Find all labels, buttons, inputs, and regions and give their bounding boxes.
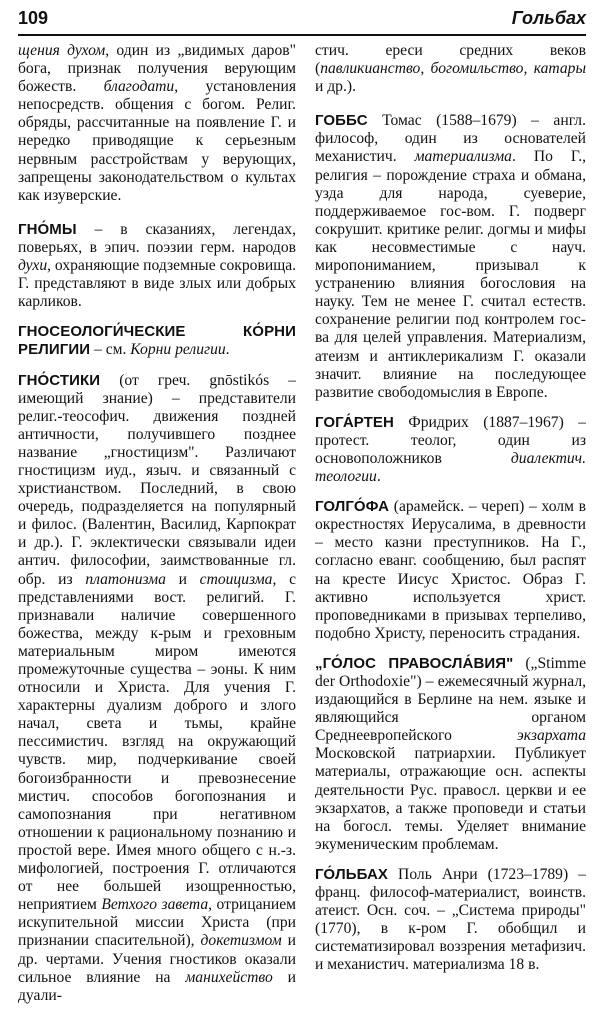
header-rule bbox=[18, 34, 586, 36]
entry-text: Поль Анри (1723–1789) – франц. философ-материалист, воинств. атеист. Осн. соч. – „Система природы" (1770), в к-ром Г. обобщил и систематизировал воззрения метафизич. и механистич. материализма 18 в. bbox=[315, 865, 586, 974]
running-head: Гольбах bbox=[511, 8, 586, 28]
entry-text: и др.). bbox=[315, 78, 356, 96]
entry-text: – в сказаниях, легендах, поверьях, в эпич. поэзии герм. народов bbox=[18, 220, 296, 256]
cross-reference: манихейство bbox=[185, 968, 273, 986]
cross-reference: духи bbox=[18, 257, 48, 275]
entry-text: и др. чертами. Учения гностиков оказали сильное влияние на bbox=[18, 932, 296, 986]
entry-headword: ГО́ЛЬБАХ bbox=[315, 865, 389, 883]
cross-reference: докетизмом bbox=[200, 932, 282, 950]
cross-reference: благодати bbox=[103, 78, 175, 96]
cross-reference: Ветхого завета bbox=[101, 896, 209, 914]
page-number: 109 bbox=[18, 8, 49, 28]
entry-text: Московской патриархии. Публикует материалы, отражающие осн. аспекты деятельности Рус. правосл. церкви и ее экзархатов, а также проповеди и статьи на богосл. темы. Уделяет внимание экуменическим проблемам. bbox=[315, 745, 586, 853]
entry-text: и дуали- bbox=[18, 968, 296, 1004]
cross-reference: стоицизма bbox=[199, 570, 273, 588]
entry-headword: ГНО́МЫ bbox=[18, 220, 77, 238]
entry-gnoseologicheskie-korni bbox=[18, 323, 296, 359]
entry-headword: ГНО́СТИКИ bbox=[18, 371, 101, 389]
entry-headword: ГНОСЕОЛОГИ́ЧЕСКИЕ КО́РНИ РЕЛИГИИ bbox=[18, 323, 296, 359]
entry-text: стич. ереси средних веков ( bbox=[315, 42, 586, 78]
cross-reference: диалектич. теологии bbox=[315, 449, 586, 486]
cross-reference: павликианство, богомильство, катары bbox=[320, 60, 586, 78]
entry-text: (арамейск. – череп) – холм в окрестностях Иерусалима, в древности – место казни преступников. На Г., согласно еванг. сообщению, был распят на кресте Иисус Христос. Образ Г. активно используется христ. проповедниками в призывах терпеливо, подобно Христу, переносить страдания. bbox=[315, 498, 586, 642]
entry-text: . bbox=[225, 341, 230, 359]
entry-text: и bbox=[165, 570, 200, 588]
entry-golgofa bbox=[315, 498, 586, 643]
right-column bbox=[315, 42, 586, 1014]
entry-headword: ГОЛГО́ФА bbox=[315, 498, 390, 516]
entry-headword: ГОГА́РТЕН bbox=[315, 413, 394, 431]
entry-text: (от греч. gnōstikós – имеющий знание) – представители религ.-теософич. движения поздней античности, получившего позднее название „гностицизм". Различают гностицизм иуд., языч. и связанный с христианством. Последний, в свою очередь, подразделяется на популярный и филос. (Валентин, Василид, Карпократ и др.). Г. эклектически связывали идеи антич. философии, заимствованные гл. обр. из bbox=[18, 371, 296, 588]
cross-reference: Корни религии bbox=[130, 341, 226, 359]
entry-text: , один из „видимых даров" бога, признак получения верующим божеств. bbox=[18, 42, 296, 96]
entry-continuation-left bbox=[18, 42, 296, 205]
entry-text: . bbox=[376, 468, 381, 486]
entry-text: Томас (1588–1679) – англ. философ, один из основателей механистич. bbox=[315, 112, 586, 166]
cross-reference: экзархата bbox=[516, 727, 586, 745]
entry-text: . По Г., религия – порождение страха и обмана, узда для народа, суеверие, поддерживаемое гос-вом. Г. подверг сокрушит. критике религ. догмы и мифы как несовместимые с науч. миропониманием, призывал к устранению влияния богословия на науку. Тем не менее Г. считал естеств. сохранение религии под контролем гос-ва для целей управления. Материализм, атеизм и антиклерикализм Г. оказали значит. влияние на последующее развитие свободомыслия в Европе. bbox=[315, 148, 586, 401]
page-header bbox=[18, 8, 586, 32]
entry-text: („Stimme der Orthodoxie") – ежемесячный журнал, издающийся в Берлине на нем. языке и являющийся органом Среднеевропейского bbox=[315, 654, 586, 745]
entry-text: щения духом bbox=[18, 42, 106, 59]
entry-golbakh bbox=[315, 866, 586, 975]
entry-text: Фридрих (1887–1967) – протест. теолог, один из основоположников bbox=[315, 413, 586, 467]
entry-gnomy bbox=[18, 221, 296, 311]
entry-golos-pravoslaviya bbox=[315, 655, 586, 854]
entry-text: , охраняющие подземные сокровища. Г. представляют в виде злых или добрых карликов. bbox=[18, 257, 296, 311]
entry-text: , установления непосредств. общения с богом. Религ. обряды, рассчитанные на появление Г. и нередко приводящие к серьезным нервным расстройствам у верующих, запрещены законодательством о культах как изуверские. bbox=[18, 78, 296, 204]
entry-text: , с представлениями вост. религий. Г. признавали наличие совершенного божества, между к-рым и греховным материальным миром имеются промежуточные существа – эоны. К ним относили и Христа. Для учения Г. характерны дуализм доброго и злого начал, света и тьмы, крайне пессимистич. взгляд на окружающий чувств. мир, подчеркивание своей богоизбранности и превознесение мистич. способов богопознания и самопознания при негативном отношении к рациональному познанию и простой вере. Имея много общего с н.-з. мифологией, построения Г. отличаются от нее большей изощренностью, неприятием bbox=[18, 570, 296, 914]
entry-gnostiki bbox=[18, 372, 296, 1005]
cross-reference: платонизма bbox=[85, 570, 166, 588]
entry-text: – см. bbox=[90, 341, 131, 359]
entry-headword: ГОББС bbox=[315, 112, 368, 130]
cross-reference: материализма bbox=[414, 148, 512, 166]
entry-gobbs bbox=[315, 112, 586, 402]
entry-continuation-right bbox=[315, 42, 586, 96]
entry-text: , отрицанием искупительной миссии Христа (при признании спасительной), bbox=[18, 896, 296, 950]
left-column bbox=[18, 42, 296, 1014]
entry-gogarten bbox=[315, 414, 586, 486]
entry-headword: „ГО́ЛОС ПРАВОСЛА́ВИЯ" bbox=[315, 654, 514, 672]
